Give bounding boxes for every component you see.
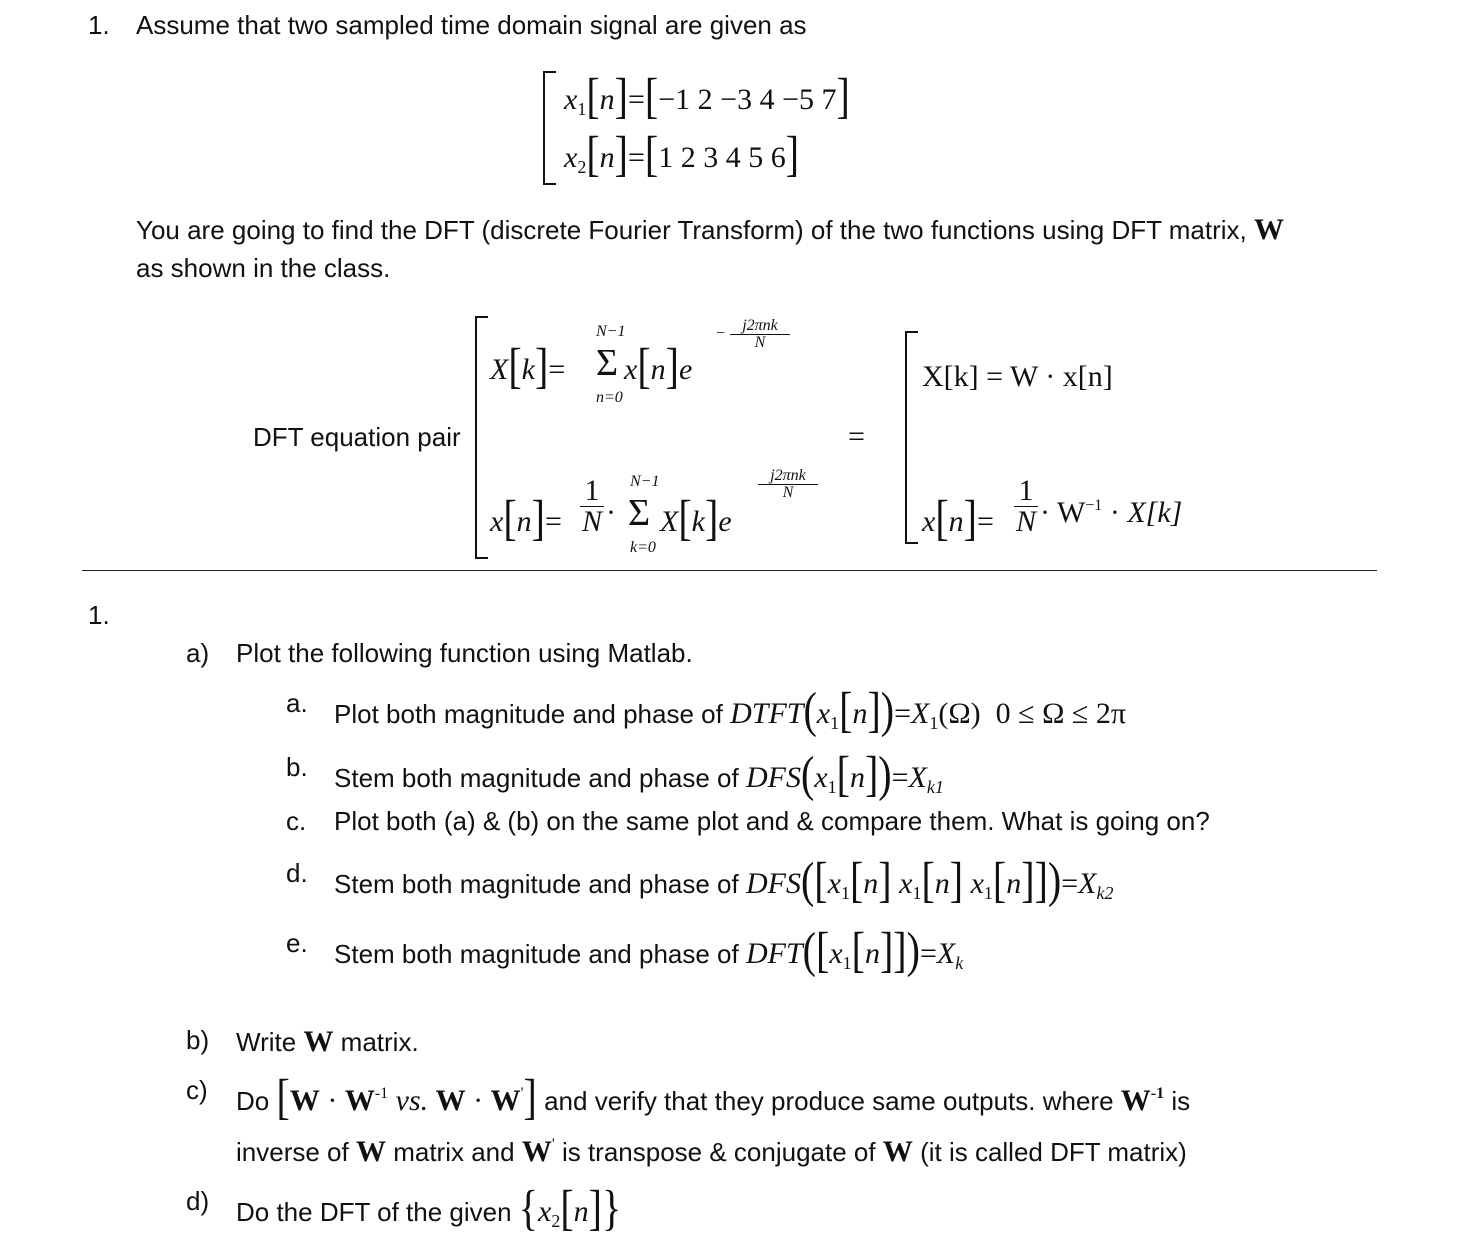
w-symbol: W	[1254, 213, 1285, 246]
signal-x2: $x_2[n]=[1$ 2 3 4 5 6]	[564, 125, 800, 182]
intro-line2: as shown in the class.	[136, 253, 391, 283]
part-a-text: Plot the following function using Matlab.	[236, 638, 693, 668]
signals-system	[540, 68, 920, 188]
dft-inverse-equation: x[n]= 1 N · N−1 Σ k=0 X[k]e j2πnk N	[490, 468, 830, 568]
sub-b-text: Stem both magnitude and phase of $DFS(x_1[n])=X_{k1}$	[334, 745, 944, 802]
intro-line1: You are going to find the DFT (discrete Fourier Transform) of the two functions using DFT matrix, W	[136, 213, 1285, 246]
left-bracket-icon	[540, 70, 560, 186]
dft-left-bracket-icon	[472, 315, 492, 560]
sub-c-text: Plot both (a) & (b) on the same plot and & compare them. What is going on?	[334, 806, 1210, 836]
part-d-label: d)	[186, 1186, 210, 1216]
problem-statement: Assume that two sampled time domain signal are given as	[136, 10, 807, 40]
sub-e-text: Stem both magnitude and phase of $DFT([x_1[n]])=X_k$	[334, 921, 964, 978]
sub-d-text: Stem both magnitude and phase of $DFS([x_1[n]$ $x_1[n]$ $x_1[n]])=X_{k2}$	[334, 851, 1114, 908]
section2-number: 1.	[88, 600, 110, 630]
part-b-label: b)	[186, 1025, 210, 1055]
part-c-line2: inverse of W matrix and W' is transpose & conjugate of W (it is called DFT matrix)	[236, 1135, 1187, 1168]
sub-e-label: e.	[286, 928, 308, 958]
dft-pair-label: DFT equation pair	[253, 422, 461, 452]
signal-x1: $x_1[n]=[-1$ 2 −3 4 −5 7]	[564, 67, 850, 124]
dft-pair-equals: =	[848, 420, 865, 453]
matrix-left-bracket-icon	[902, 330, 922, 545]
sub-b-math: $DFS(x_1[n])=X_{k1}$	[745, 745, 944, 802]
part-c-line1: Do [$W \cdot W^{-1}$ vs. W · W'] and verify that they produce same outputs. where $W^{-1}$ is	[236, 1068, 1191, 1125]
matrix-forward-equation: X[k] = W · x[n]	[922, 360, 1113, 393]
part-d-text: Do the DFT of the given $\{x_2[n]\}$	[236, 1179, 622, 1236]
section-divider	[82, 570, 1377, 571]
sub-a-label: a.	[286, 688, 308, 718]
part-b-text: Write W matrix.	[236, 1025, 419, 1058]
sub-d-label: d.	[286, 858, 308, 888]
x1-values: −1 2 −3 4 −5 7	[658, 83, 837, 116]
sub-c-label: c.	[286, 806, 307, 836]
matrix-inverse-equation: x[n]= 1 N · $W^{-1} \cdot X[k]$	[922, 474, 1183, 546]
sub-a-text: Plot both magnitude and phase of $DTFT(x_1[n])=X_1(\Omega) 0 \le \Omega \le 2\pi$	[334, 681, 1126, 738]
problem-number: 1.	[88, 10, 110, 40]
x2-values: 1 2 3 4 5 6	[658, 141, 786, 174]
part-a-label: a)	[186, 638, 210, 668]
part-c-label: c)	[186, 1075, 208, 1105]
sub-d-math: $DFS([x_1[n]$ $x_1[n]$ $x_1[n]])=X_{k2}$	[745, 851, 1114, 908]
dft-forward-equation: X[k]= N−1 Σ n=0 x[n]e − j2πnk N	[490, 318, 820, 418]
sub-b-label: b.	[286, 752, 308, 782]
sub-e-math: $DFT([x_1[n]])=X_k$	[745, 921, 964, 978]
sub-a-math: $DTFT(x_1[n])=X_1(\Omega) 0 \le \Omega \le 2\pi$	[730, 681, 1126, 738]
